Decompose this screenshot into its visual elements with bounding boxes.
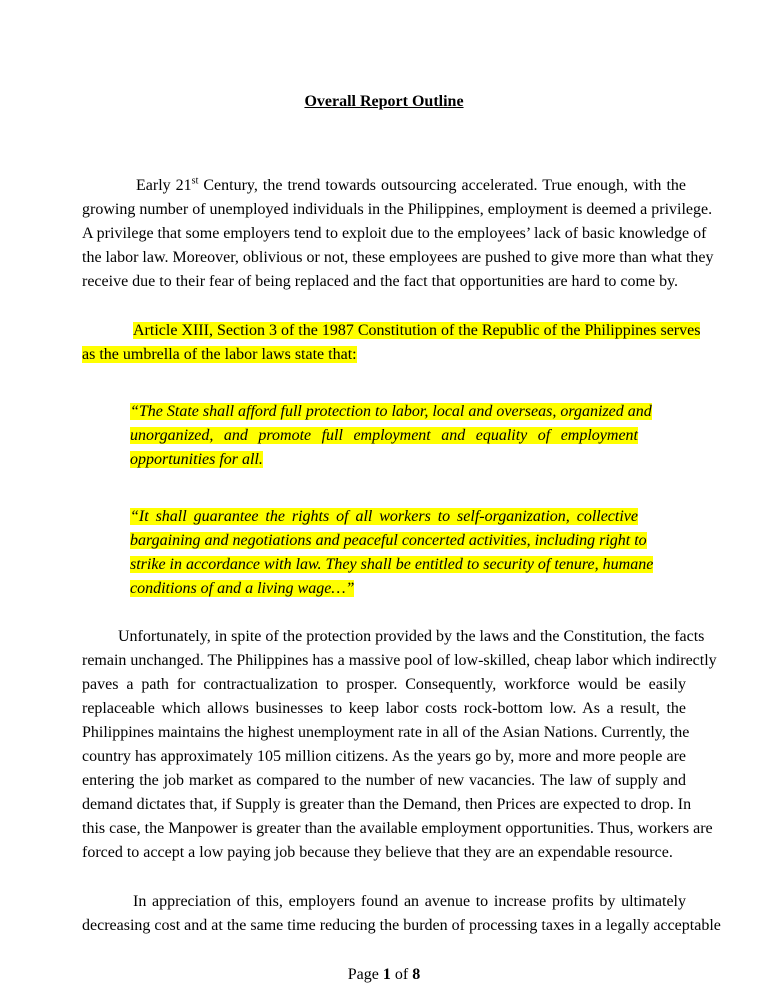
paragraph-line: demand dictates that, if Supply is greater than the Demand, then Prices are expected to drop. In [82,796,692,813]
highlighted-text: bargaining and negotiations and peaceful concerted activities, including right to [130,532,647,549]
highlighted-text: Article XIII, Section 3 of the 1987 Constitution of the Republic of the Philippines serves [133,322,701,339]
line-text: Early 21 [136,177,192,194]
paragraph-line [82,174,686,198]
paragraph-line [82,343,686,367]
page-number: 1 [382,966,391,983]
paragraph-line: decreasing cost and at the same time reducing the burden of processing taxes in a legally acceptable [82,917,721,934]
constitution-quote-1 [130,400,652,472]
highlighted-text: “It shall guarantee the rights of all workers to self-organization, collective [130,508,638,525]
appreciation-paragraph [82,890,721,938]
unemployment-paragraph [82,625,717,865]
highlighted-text: opportunities for all. [130,451,263,468]
paragraph-line: A privilege that some employers tend to exploit due to the employees’ lack of basic knowledge of [82,225,707,242]
paragraph-line: forced to accept a low paying job because they believe that they are an expendable resource. [82,844,673,861]
constitution-quote-2 [130,505,654,601]
quote-line [130,424,638,448]
paragraph-line: the labor law. Moreover, oblivious or not, these employees are pushed to give more than what they [82,249,714,266]
quote-line [130,529,647,553]
quote-line [130,400,652,424]
intro-paragraph [82,174,714,294]
paragraph-line: Philippines maintains the highest unemployment rate in all of the Asian Nations. Currently, the [82,724,690,741]
paragraph-line: paves a path for contractualization to prosper. Consequently, workforce would be easily [82,676,686,693]
paragraph-line: Unfortunately, in spite of the protection provided by the laws and the Constitution, the facts [118,628,705,645]
paragraph-line: receive due to their fear of being replaced and the fact that opportunities are hard to come by. [82,273,679,290]
article-paragraph [82,319,701,367]
paragraph-line: this case, the Manpower is greater than the available employment opportunities. Thus, workers are [82,820,713,837]
of-label: of [390,966,413,983]
highlighted-text: conditions of and a living wage…” [130,580,355,597]
page-footer [0,963,768,987]
paragraph-line: growing number of unemployed individuals in the Philippines, employment is deemed a privilege. [82,201,713,218]
page-label: Page [347,966,383,983]
paragraph-line [82,319,701,343]
quote-line [130,577,638,601]
highlighted-text: strike in accordance with law. They shall be entitled to security of tenure, humane [130,556,654,573]
highlighted-text: unorganized, and promote full employment and equality of employment [130,427,638,444]
page-title: Overall Report Outline [304,93,464,110]
page-total: 8 [412,966,421,983]
paragraph-line: entering the job market as compared to the number of new vacancies. The law of supply and [82,772,686,789]
superscript: st [191,175,199,187]
paragraph-line: country has approximately 105 million citizens. As the years go by, more and more people are [82,748,686,765]
paragraph-line: In appreciation of this, employers found an avenue to increase profits by ultimately [133,893,686,910]
paragraph-line: remain unchanged. The Philippines has a massive pool of low-skilled, cheap labor which indirectly [82,652,717,669]
highlighted-text: as the umbrella of the labor laws state that: [82,346,357,363]
paragraph-line: replaceable which allows businesses to keep labor costs rock-bottom low. As a result, the [82,700,686,717]
highlighted-text: “The State shall afford full protection to labor, local and overseas, organized and [130,403,652,420]
line-text: Century, the trend towards outsourcing accelerated. True enough, with the [198,177,686,194]
quote-line [130,505,638,529]
quote-line [130,553,654,577]
quote-line [130,448,638,472]
